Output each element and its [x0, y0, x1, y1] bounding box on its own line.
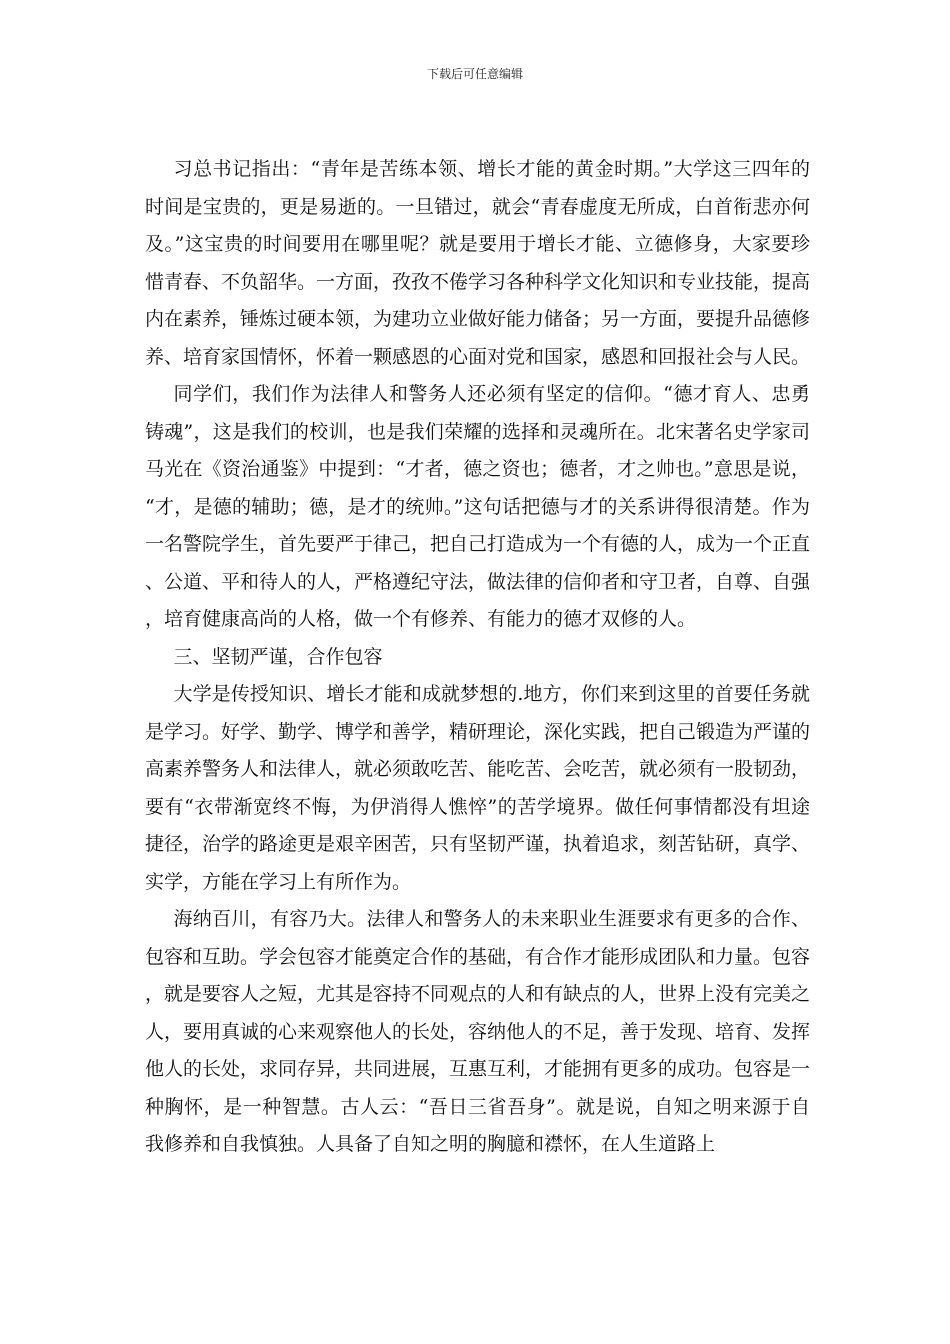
paragraph-faith-virtue: 同学们，我们作为法律人和警务人还必须有坚定的信仰。“德才育人、忠勇铸魂”，这是我们的校训，也是我们荣耀的选择和灵魂所在。北宋著名史学家司马光在《资治通鉴》中提到：“才者，德之资也；德者，才之帅也。”意思是说，“才，是德的辅助；德，是才的统帅。”这句话把德与才的关系讲得很清楚。作为一名警院学生，首先要严于律己，把自己打造成为一个有德的人，成为一个正直、公道、平和待人的人，严格遵纪守法，做法律的信仰者和守卫者，自尊、自强，培育健康高尚的人格，做一个有修养、有能力的德才双修的人。: [145, 383, 811, 630]
paragraph-youth-talent: 习总书记指出：“青年是苦练本领、增长才能的黄金时期。”大学这三四年的时间是宝贵的，更是易逝的。一旦错过，就会“青春虚度无所成，白首衔悲亦何及。”这宝贵的时间要用在哪里呢？就是要用于增长才能、立德修身，大家要珍惜青春、不负韶华。一方面，孜孜不倦学习各种科学文化知识和专业技能，提高内在素养，锤炼过硬本领，为建功立业做好能力储备；另一方面，要提升品德修养、培育家国情怀，怀着一颗感恩的心面对党和国家，感恩和回报社会与人民。: [145, 158, 811, 368]
section-heading-3: 三、坚韧严谨，合作包容: [173, 645, 383, 668]
paragraph-study-diligence: 大学是传授知识、增长才能和成就梦想的.地方，你们来到这里的首要任务就是学习。好学、勤学、博学和善学，精研理论，深化实践，把自己锻造为严谨的高素养警务人和法律人，就必须敢吃苦、能吃苦、会吃苦，就必须有一股韧劲，要有“衣带渐宽终不悔，为伊消得人憔悴”的苦学境界。做任何事情都没有坦途捷径，治学的路途更是艰辛困苦，只有坚韧严谨，执着追求，刻苦钻研，真学、实学，方能在学习上有所作为。: [145, 683, 811, 893]
paragraph-tolerance-cooperation: 海纳百川，有容乃大。法律人和警务人的未来职业生涯要求有更多的合作、包容和互助。学会包容才能奠定合作的基础，有合作才能形成团队和力量。包容，就是要容人之短，尤其是容持不同观点的人和有缺点的人，世界上没有完美之人，要用真诚的心来观察他人的长处，容纳他人的不足，善于发现、培育、发挥他人的长处，求同存异，共同进展，互惠互利，才能拥有更多的成功。包容是一种胸怀，是一种智慧。古人云：“吾日三省吾身”。就是说，自知之明来源于自我修养和自我慎独。人具备了自知之明的胸臆和襟怀，在人生道路上: [145, 908, 811, 1155]
document-body: [145, 151, 810, 1164]
page-header: 下载后可任意编辑: [426, 67, 523, 81]
